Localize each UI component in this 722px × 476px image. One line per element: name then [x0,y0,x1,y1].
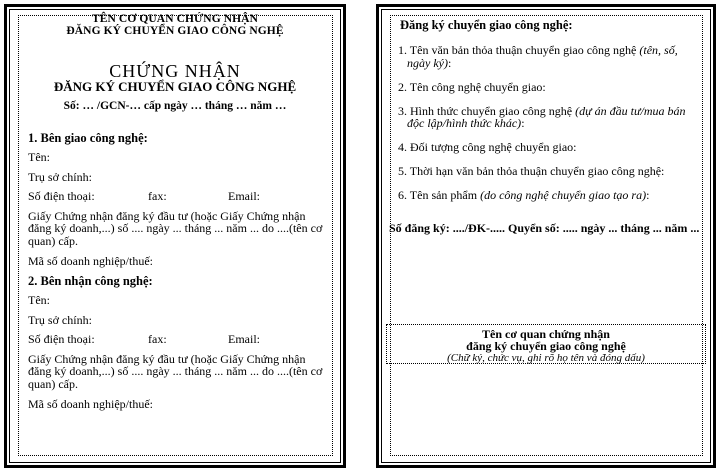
item-text: 4. Đối tượng công nghệ chuyển giao: [398,140,577,154]
issuing-agency-line1: TÊN CƠ QUAN CHỨNG NHẬN [92,13,258,25]
email-field: Email: [228,189,260,203]
phone-field: Số điện thoại: [28,189,95,203]
certificate-title: CHỨNG NHẬN [109,61,241,81]
item-note: (tên, số, [639,43,678,57]
certificate-back-page [376,4,716,468]
item-text: 3. Hình thức chuyển giao công nghệ [398,103,576,118]
registration-number: Số đăng ký: ..../ĐK-..... Quyển số: ..... ngày ... tháng ... năm ... [389,221,700,235]
item-text: 1. Tên văn bản thỏa thuận chuyển giao công nghệ [398,43,640,57]
headquarters-field: Trụ sở chính: [28,169,92,184]
name-field: Tên: [28,293,50,307]
certificate-subtitle: ĐĂNG KÝ CHUYỂN GIAO CÔNG NGHỆ [53,79,297,94]
certificate-front-page [4,4,346,468]
registration-heading: Đăng ký chuyển giao công nghệ: [400,18,573,32]
item-note: (do công nghệ chuyển giao tạo ra) [480,188,647,202]
license-line: quan) cấp. [28,233,78,248]
signature-agency-line1: Tên cơ quan chứng nhận [482,327,610,341]
license-line: quan) cấp. [28,376,78,391]
item-note: ngày ký) [407,55,448,70]
item-text: : [521,116,525,130]
item-text: 6. Tên sản phẩm [398,188,481,202]
license-line: Giấy Chứng nhận đăng ký đầu tư (hoặc Giấy Chứng nhận [28,351,306,366]
headquarters-field: Trụ sở chính: [28,312,92,327]
item-text: : [646,188,650,202]
item-text: : [447,55,452,70]
contact-row [28,187,329,207]
fax-field: fax: [148,189,167,203]
name-field: Tên: [28,150,50,164]
contact-row [28,330,329,350]
tax-code-field: Mã số doanh nghiệp/thuế: [28,397,153,411]
registration-item-agreement-name [398,44,700,69]
tax-code-field: Mã số doanh nghiệp/thuế: [28,254,153,268]
certificate-number: Số: … /GCN-… cấp ngày … tháng … năm … [63,100,287,112]
issuing-agency-line2: ĐĂNG KÝ CHUYỂN GIAO CÔNG NGHỆ [66,25,284,37]
section-heading: 2. Bên nhận công nghệ: [28,274,153,288]
item-continuation [398,57,700,70]
item-text: 5. Thời hạn văn bản thỏa thuận chuyển giao công nghệ: [398,164,665,178]
signature-block [386,324,706,364]
registration-item-duration [398,165,700,178]
item-text: 2. Tên công nghệ chuyển giao: [398,79,546,94]
license-line: đăng ký doanh,...) số .... ngày ... tháng ... năm ... do ....(tên cơ [28,364,323,378]
phone-field: Số điện thoại: [28,332,95,346]
license-paragraph [28,353,329,391]
item-note: (dự án đầu tư/mua bán [575,103,686,118]
email-field: Email: [228,332,260,346]
section-technology-transferee [28,272,329,415]
registration-item-technology-name [398,81,700,94]
signature-agency-line2: đăng ký chuyển giao công nghệ [466,339,626,353]
issuing-agency-header [4,13,346,37]
license-paragraph [28,210,329,248]
fax-field: fax: [148,332,167,346]
section-technology-transferor [28,129,329,272]
registration-item-transfer-form [398,105,700,130]
signature-instruction: (Chữ ký, chức vụ, ghi rõ họ tên và đóng dấu) [447,352,645,364]
registration-item-subject [398,141,700,154]
item-note: độc lập/hình thức khác) [407,116,522,130]
section-heading: 1. Bên giao công nghệ: [28,131,148,145]
license-line: Giấy Chứng nhận đăng ký đầu tư (hoặc Giấy Chứng nhận [28,208,306,223]
license-line: đăng ký doanh,...) số .... ngày ... tháng ... năm ... do ....(tên cơ [28,221,323,235]
item-continuation [398,117,700,130]
registration-item-product-name [398,189,700,202]
registration-items [398,44,700,213]
